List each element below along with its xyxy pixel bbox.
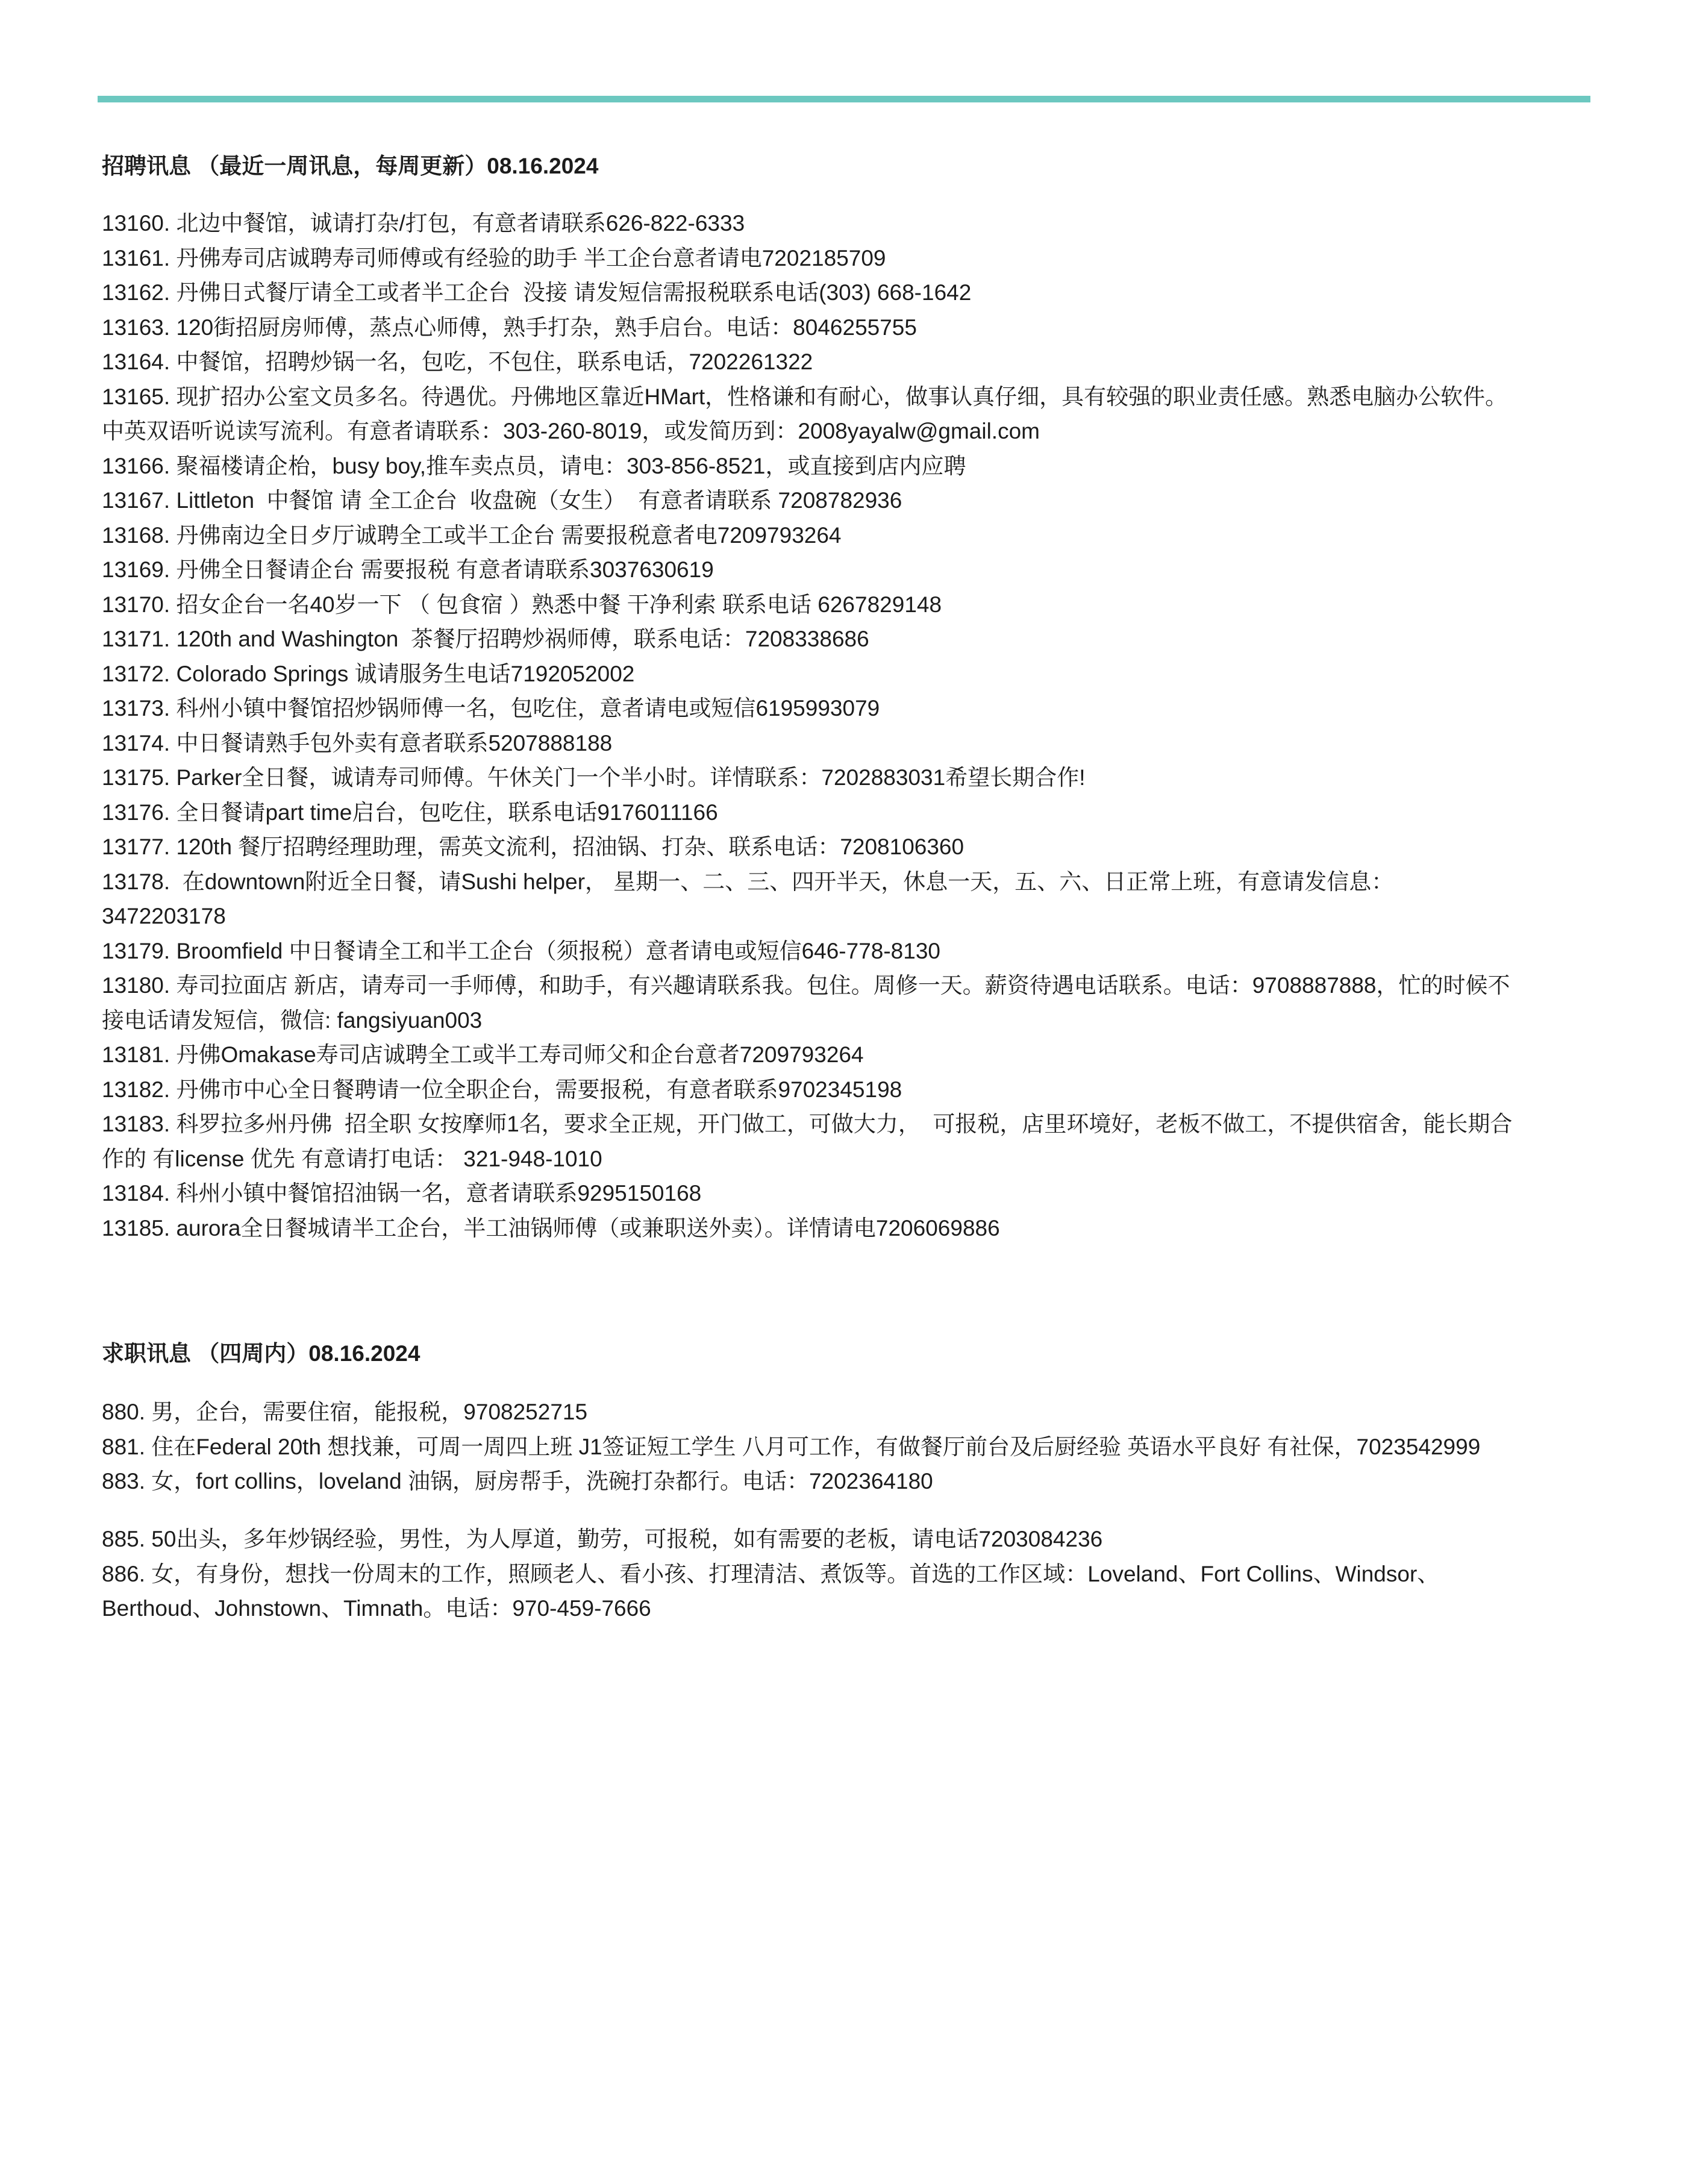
job-listing xyxy=(102,310,1644,345)
job-listing xyxy=(102,1037,1644,1072)
listing-text: 13165. 现扩招办公室文员多名。待遇优。丹佛地区靠近HMart，性格谦和有耐心，做事认真仔细，具有较强的职业责任感。熟悉电脑办公软件。 xyxy=(102,384,1508,409)
listing-text: 13169. 丹佛全日餐请企台 需要报税 有意者请联系3037630619 xyxy=(102,557,714,582)
job-listing xyxy=(102,865,1644,934)
listing-text-continued: 中英双语听说读写流利。有意者请联系：303-260-8019，或发简历到：2008yayalw@gmail.com xyxy=(102,419,1040,443)
listing-text: 13185. aurora全日餐城请半工企台，半工油锅师傅（或兼职送外卖）。详情请电7206069886 xyxy=(102,1215,1000,1241)
listing-text: 13180. 寿司拉面店 新店，请寿司一手师傅，和助手，有兴趣请联系我。包住。周修一天。薪资待遇电话联系。电话：9708887888，忙的时候不 xyxy=(102,973,1510,998)
job-listing xyxy=(102,206,1644,241)
listing-text: 13160. 北边中餐馆，诚请打杂/打包，有意者请联系626-822-6333 xyxy=(102,211,745,236)
listing-text: 13172. Colorado Springs 诚请服务生电话7192052002 xyxy=(102,661,635,686)
listing-text: 13183. 科罗拉多州丹佛 招全职 女按摩师1名，要求全正规，开门做工，可做大力， 可报税，店里环境好，老板不做工，不提供宿舍，能长期合 xyxy=(102,1112,1513,1136)
listing-text-continued: 接电话请发短信，微信: fangsiyuan003 xyxy=(102,1007,483,1033)
job-seeking-list xyxy=(102,1522,1644,1626)
job-listing xyxy=(102,241,1644,276)
job-listing xyxy=(102,691,1644,726)
listing-text: 13182. 丹佛市中心全日餐聘请一位全职企台，需要报税，有意者联系9702345198 xyxy=(102,1077,902,1102)
listing-text: 13171. 120th and Washington 茶餐厅招聘炒祸师傅，联系电话：7208338686 xyxy=(102,627,869,651)
job-listing xyxy=(102,968,1644,1037)
listing-text-continued: 3472203178 xyxy=(102,904,226,928)
job-listing xyxy=(102,934,1644,969)
listing-text: 883. 女，fort collins，loveland 油锅，厨房帮手，洗碗打杂都行。电话：7202364180 xyxy=(102,1469,933,1494)
seeker-listing xyxy=(102,1464,1644,1499)
job-listing xyxy=(102,345,1644,380)
listing-text: 885. 50出头，多年炒锅经验，男性，为人厚道，勤劳，可报税，如有需要的老板，请电话7203084236 xyxy=(102,1527,1103,1551)
recruiting-heading: 招聘讯息 （最近一周讯息，每周更新）08.16.2024 xyxy=(102,154,599,178)
job-listing xyxy=(102,380,1644,449)
listing-text: 13168. 丹佛南边全日歺厅诚聘全工或半工企台 需要报税意者电7209793264 xyxy=(102,522,842,548)
listing-text: 13167. Littleton 中餐馆 请 全工企台 收盘碗（女生） 有意者请联系 7208782936 xyxy=(102,488,902,513)
listing-text: 13162. 丹佛日式餐厅请全工或者半工企台 没接 请发短信需报税联系电话(303) 668-1642 xyxy=(102,280,972,305)
listing-text: 881. 住在Federal 20th 想找兼，可周一周四上班 J1签证短工学生 八月可工作，有做餐厅前台及后厨经验 英语水平良好 有社保，7023542999 xyxy=(102,1434,1481,1459)
seeker-listing xyxy=(102,1395,1644,1430)
job-listing xyxy=(102,1072,1644,1107)
job-listing xyxy=(102,1176,1644,1211)
listing-text: 13174. 中日餐请熟手包外卖有意者联系5207888188 xyxy=(102,730,613,756)
job-listing xyxy=(102,275,1644,310)
listing-text: 13164. 中餐馆，招聘炒锅一名，包吃，不包住，联系电话，7202261322 xyxy=(102,349,813,374)
listing-text: 13166. 聚福楼请企枱，busy boy,推车卖点员，请电：303-856-8521，或直接到店内应聘 xyxy=(102,453,966,478)
listing-text: 13177. 120th 餐厅招聘经理助理，需英文流利，招油锅、打杂、联系电话：7208106360 xyxy=(102,834,964,859)
seeker-listing xyxy=(102,1430,1644,1465)
listing-text: 13176. 全日餐请part time启台，包吃住，联系电话9176011166 xyxy=(102,799,718,825)
job-listing xyxy=(102,1107,1644,1176)
job-listing xyxy=(102,587,1644,622)
seeker-listing xyxy=(102,1522,1644,1557)
job-listing xyxy=(102,622,1644,657)
listing-text: 13175. Parker全日餐，诚请寿司师傅。午休关门一个半小时。详情联系：7202883031希望长期合作! xyxy=(102,765,1086,790)
job-listing xyxy=(102,760,1644,795)
listing-text: 13161. 丹佛寿司店诚聘寿司师傅或有经验的助手 半工企台意者请电7202185709 xyxy=(102,245,886,271)
job-listing xyxy=(102,518,1644,553)
job-seeking-list xyxy=(102,1395,1644,1499)
job-listing xyxy=(102,483,1644,518)
listing-text: 13173. 科州小镇中餐馆招炒锅师傅一名，包吃住，意者请电或短信6195993079 xyxy=(102,696,880,721)
job-seeking-heading: 求职讯息 （四周内）08.16.2024 xyxy=(102,1341,420,1366)
listing-text: 886. 女，有身份，想找一份周末的工作，照顾老人、看小孩、打理清洁、煮饭等。首选的工作区域：Loveland、Fort Collins、Windsor、 xyxy=(102,1561,1440,1586)
listing-text: 13184. 科州小镇中餐馆招油锅一名，意者请联系9295150168 xyxy=(102,1181,702,1206)
listing-text: 13179. Broomfield 中日餐请全工和半工企台（须报税）意者请电或短信646-778-8130 xyxy=(102,938,940,963)
listing-text: 13178. 在downtown附近全日餐，请Sushi helper， 星期一、二、三、四开半天，休息一天，五、六、日正常上班，有意请发信息： xyxy=(102,869,1394,894)
listing-text: 13181. 丹佛Omakase寿司店诚聘全工或半工寿司师父和企台意者7209793264 xyxy=(102,1042,864,1067)
listing-text-continued: Berthoud、Johnstown、Timnath。电话：970-459-7666 xyxy=(102,1596,651,1621)
recruiting-list xyxy=(102,206,1644,1245)
job-listing xyxy=(102,726,1644,761)
job-listing xyxy=(102,830,1644,865)
listing-text: 13163. 120街招厨房师傅，蒸点心师傅，熟手打杂，熟手启台。电话：8046255755 xyxy=(102,314,917,340)
seeker-listing xyxy=(102,1557,1644,1626)
job-listing xyxy=(102,552,1644,587)
job-listing xyxy=(102,449,1644,484)
listing-text: 13170. 招女企台一名40岁一下 （ 包食宿 ）熟悉中餐 干净利索 联系电话 6267829148 xyxy=(102,592,942,617)
job-listing xyxy=(102,657,1644,692)
job-listing xyxy=(102,795,1644,830)
listing-text-continued: 作的 有license 优先 有意请打电话： 321-948-1010 xyxy=(102,1146,602,1171)
top-rule xyxy=(98,96,1590,102)
listing-text: 880. 男，企台，需要住宿，能报税，9708252715 xyxy=(102,1400,588,1424)
job-listing xyxy=(102,1211,1644,1246)
